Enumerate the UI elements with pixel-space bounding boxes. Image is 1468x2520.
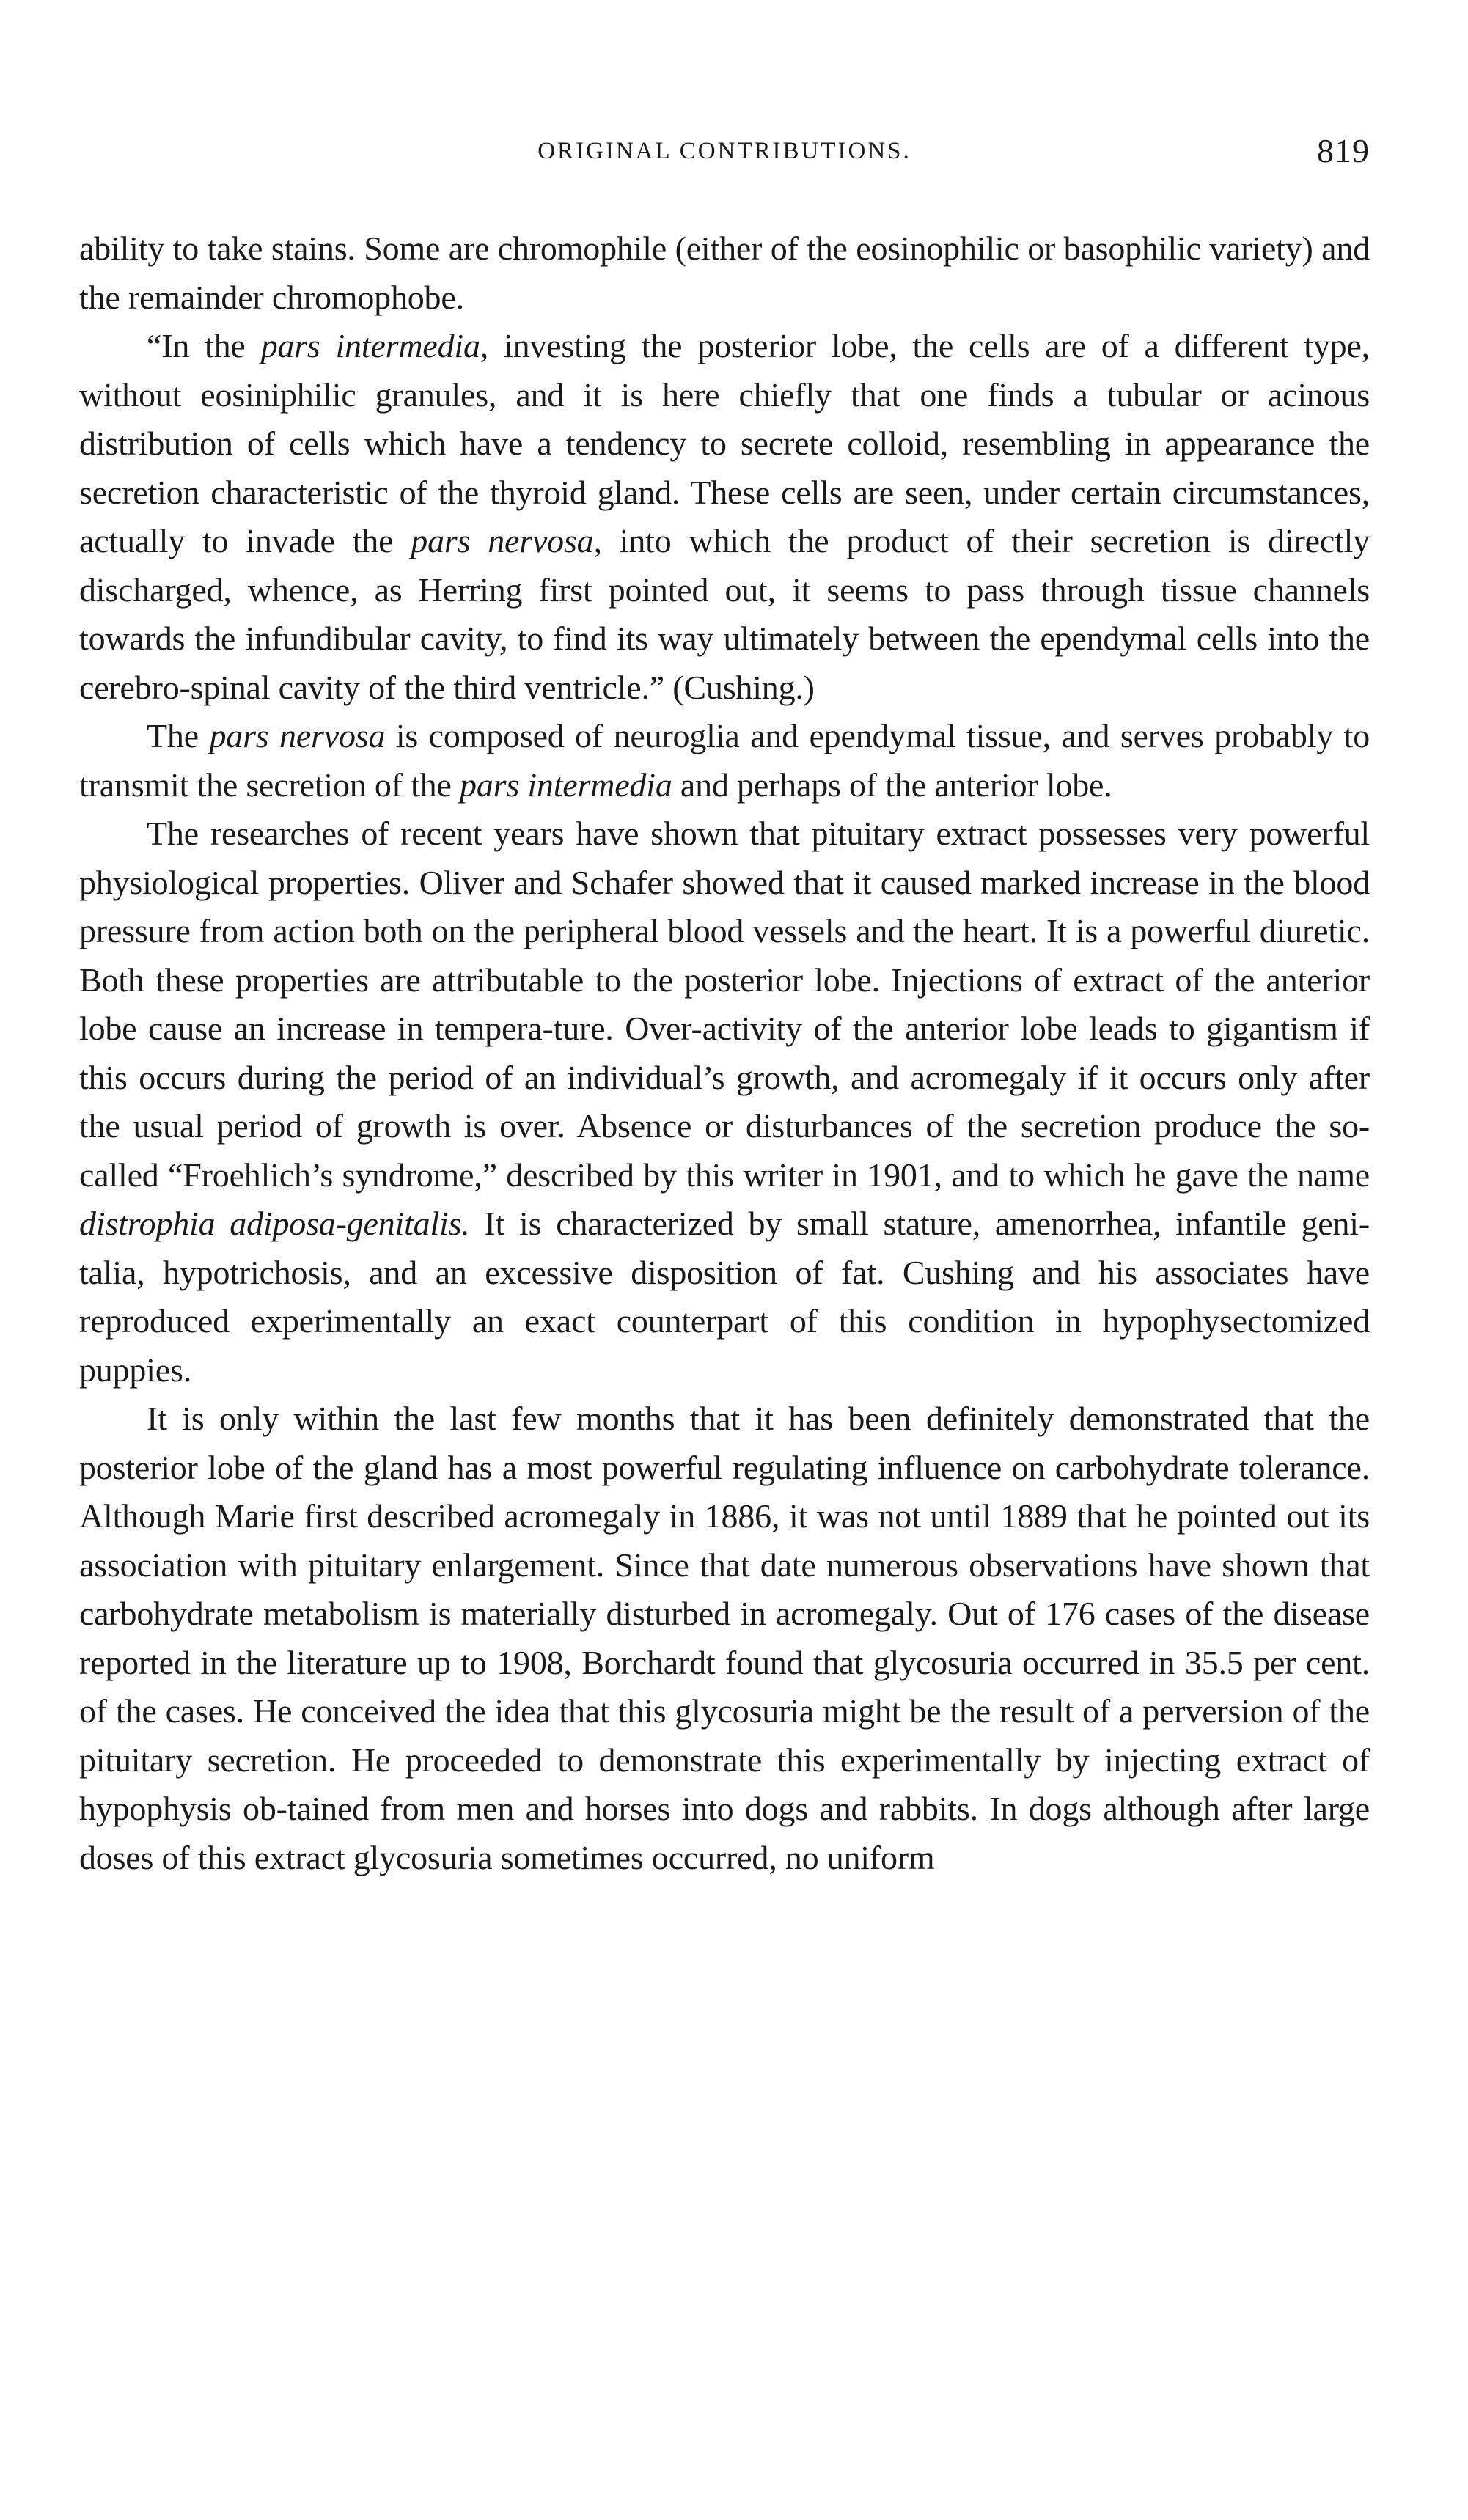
paragraph-carbohydrate-tolerance xyxy=(79,1395,1370,1882)
text-run: into which the product of their secretion is directly discharged, whence, as Herring first pointed out, it seems to pass through tissue channels towards the infundibular cavity, to find its way ultimately between the ependymal cells into the cerebro-spinal cavity of the third ventricle.” (Cushing.) xyxy=(79,522,1370,706)
italic-term: distrophia adiposa-genitalis. xyxy=(79,1205,470,1242)
paragraph-pars-nervosa xyxy=(79,712,1370,809)
running-header xyxy=(79,129,1370,173)
paragraph-pituitary-extract xyxy=(79,809,1370,1395)
italic-term: pars intermedia, xyxy=(260,327,489,364)
italic-term: pars nervosa, xyxy=(411,522,602,559)
body-text xyxy=(79,224,1370,1882)
text-run: It is characterized by small stature, amenorrhea, infantile geni-talia, hypotrichosis, and an excessive disposition of fat. Cushing and his associates have reproduced experimentally an exact counterpart of this condition in hypophysectomized puppies. xyxy=(79,1205,1370,1389)
text-run: It is only within the last few months that it has been definitely demonstrated that the posterior lobe of the gland has a most powerful regulating influence on carbohydrate tolerance. Although Marie first described acromegaly in 1886, it was not until 1889 that he pointed out its association with pituitary enlargement. Since that date numerous observations have shown that carbohydrate metabolism is materially disturbed in acromegaly. Out of 176 cases of the disease reported in the literature up to 1908, Borchardt found that glycosuria occurred in 35.5 per cent. of the cases. He conceived the idea that this glycosuria might be the result of a perversion of the pituitary secretion. He proceeded to demonstrate this experimentally by injecting extract of hypophysis ob-tained from men and horses into dogs and rabbits. In dogs although after large doses of this extract glycosuria sometimes occurred, no uniform xyxy=(79,1400,1370,1876)
paragraph-continued xyxy=(79,224,1370,322)
italic-term: pars intermedia xyxy=(460,765,672,804)
text-run: and perhaps of the anterior lobe. xyxy=(672,765,1112,804)
paragraph-pars-intermedia-quote xyxy=(79,322,1370,712)
text-run: ability to take stains. Some are chromophile (either of the eosinophilic or basophilic variety) and the remainder chromophobe. xyxy=(79,229,1370,316)
text-run: The xyxy=(147,717,210,754)
text-run: investing the posterior lobe, the cells are of a different type, without eosiniphilic granules, and it is here chiefly that one finds a tubular or acinous distribution of cells which have a tendency to secrete colloid, resembling in appearance the secretion characteristic of the thyroid gland. These cells are seen, under certain circumstances, actually to invade the xyxy=(79,327,1370,559)
italic-term: pars nervosa xyxy=(209,717,386,754)
running-title: ORIGINAL CONTRIBUTIONS. xyxy=(537,138,911,164)
text-run: The researches of recent years have shown that pituitary extract possesses very powerful physiological properties. Oliver and Schafer showed that it caused marked increase in the blood pressure from action both on the peripheral blood vessels and the heart. It is a powerful diuretic. Both these properties are attributable to the posterior lobe. Injections of extract of the anterior lobe cause an increase in tempera-ture. Over-activity of the anterior lobe leads to gigantism if this occurs during the period of an individual’s growth, and acromegaly if it occurs only after the usual period of growth is over. Absence or disturbances of the secretion produce the so-called “Froehlich’s syndrome,” described by this writer in 1901, and to which he gave the name xyxy=(79,815,1370,1194)
page-number: 819 xyxy=(1317,132,1370,169)
text-run: “In the xyxy=(147,327,261,364)
text-run: is composed of neuroglia and ependymal tissue, and serves probably to transmit the secretion of the xyxy=(79,717,1370,804)
